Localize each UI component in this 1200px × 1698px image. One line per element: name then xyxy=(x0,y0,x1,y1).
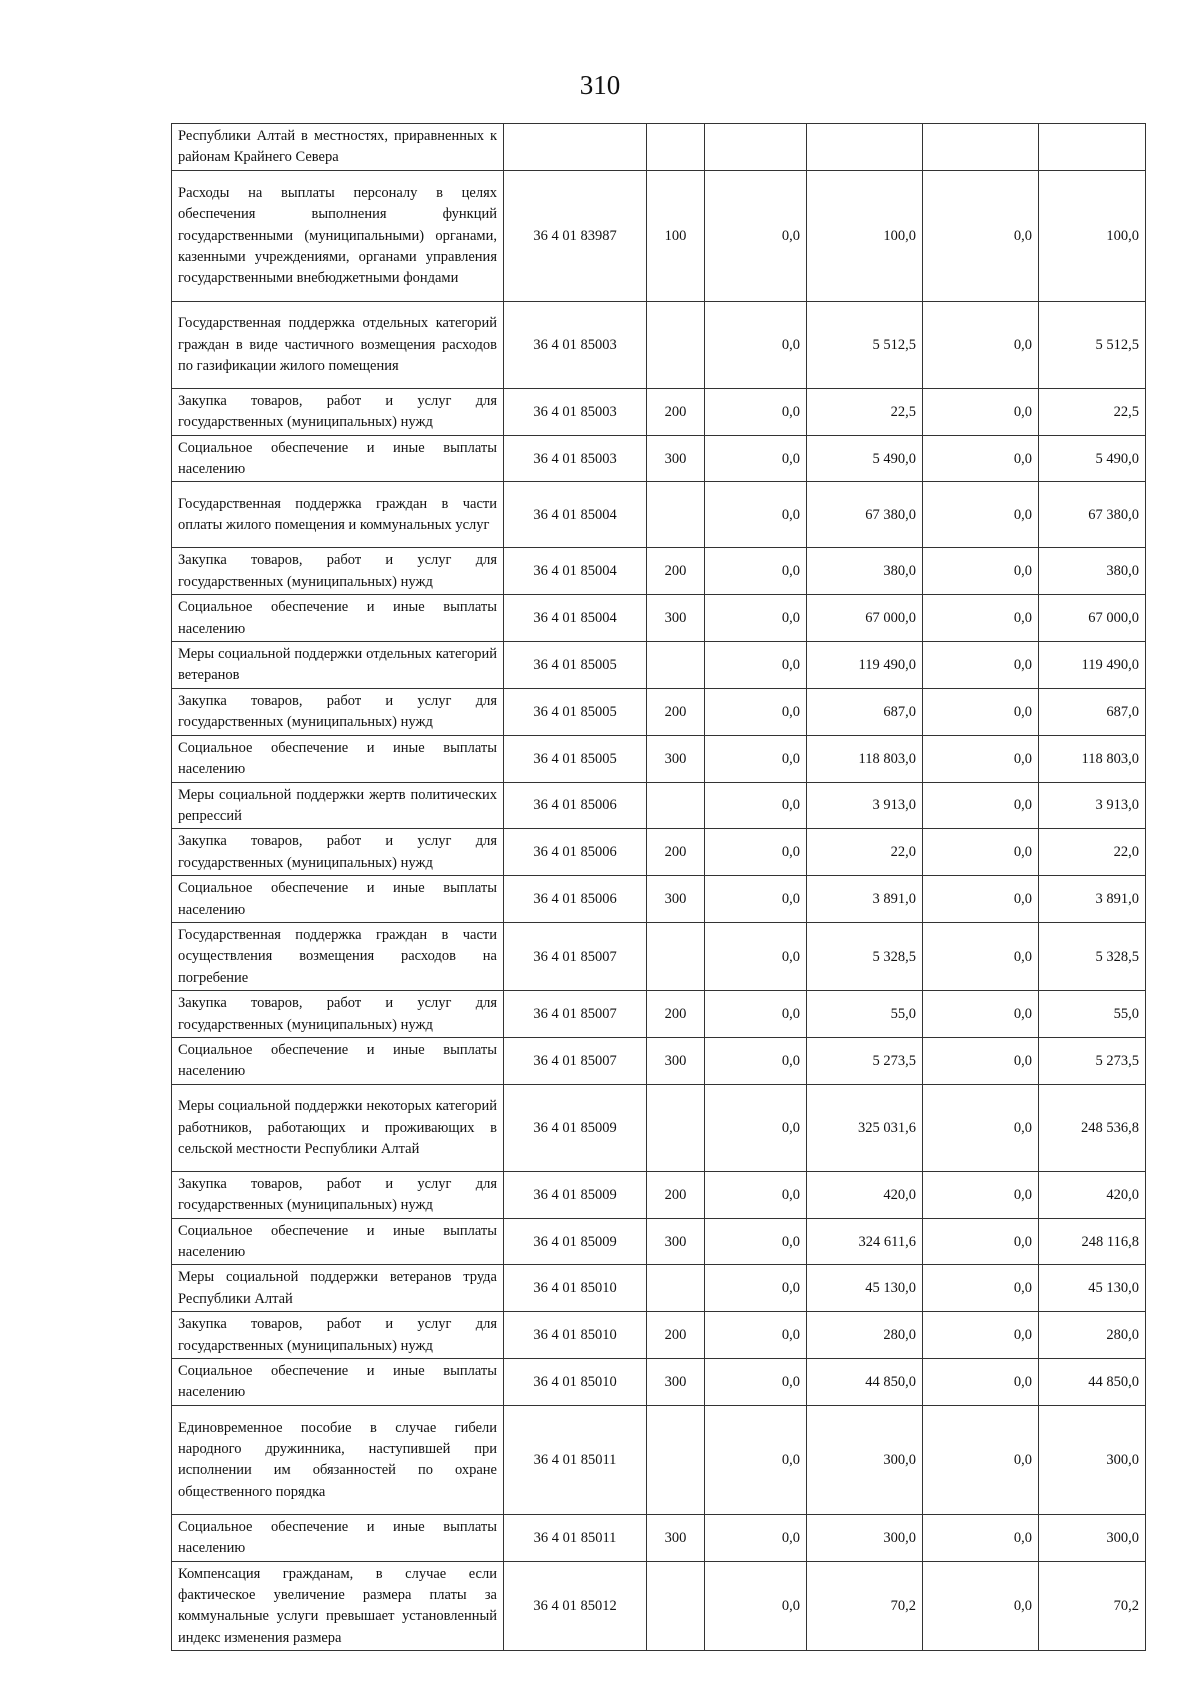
row-value-1-cell: 0,0 xyxy=(705,991,807,1038)
table-body xyxy=(172,124,1146,1651)
row-name-cell: Государственная поддержка граждан в части оплаты жилого помещения и коммунальных услуг xyxy=(172,482,504,548)
row-value-2-cell: 118 803,0 xyxy=(807,735,923,782)
table-row xyxy=(172,688,1146,735)
row-value-3-cell: 0,0 xyxy=(923,829,1039,876)
row-name-cell: Государственная поддержка граждан в части осуществления возмещения расходов на погребение xyxy=(172,922,504,990)
row-expense-type-cell: 200 xyxy=(647,991,705,1038)
row-value-3-cell: 0,0 xyxy=(923,735,1039,782)
table-row xyxy=(172,1084,1146,1171)
row-name-cell: Республики Алтай в местностях, приравненных к районам Крайнего Севера xyxy=(172,124,504,171)
row-expense-type-cell: 300 xyxy=(647,1037,705,1084)
row-expense-type-cell xyxy=(647,1265,705,1312)
row-value-4-cell: 67 380,0 xyxy=(1039,482,1146,548)
row-name-cell: Закупка товаров, работ и услуг для государственных (муниципальных) нужд xyxy=(172,1171,504,1218)
row-name-cell: Социальное обеспечение и иные выплаты населению xyxy=(172,1359,504,1406)
row-name-cell: Меры социальной поддержки некоторых категорий работников, работающих и проживающих в сельской местности Республики Алтай xyxy=(172,1084,504,1171)
row-value-4-cell: 45 130,0 xyxy=(1039,1265,1146,1312)
table-row xyxy=(172,829,1146,876)
row-value-2-cell: 119 490,0 xyxy=(807,642,923,689)
row-code-cell: 36 4 01 85005 xyxy=(504,642,647,689)
row-code-cell: 36 4 01 85003 xyxy=(504,301,647,388)
row-value-3-cell xyxy=(923,124,1039,171)
row-value-1-cell: 0,0 xyxy=(705,1265,807,1312)
row-value-4-cell: 420,0 xyxy=(1039,1171,1146,1218)
row-expense-type-cell xyxy=(647,301,705,388)
row-expense-type-cell xyxy=(647,124,705,171)
table-row xyxy=(172,1265,1146,1312)
row-value-1-cell: 0,0 xyxy=(705,735,807,782)
row-value-4-cell: 44 850,0 xyxy=(1039,1359,1146,1406)
row-code-cell: 36 4 01 85010 xyxy=(504,1265,647,1312)
row-value-2-cell xyxy=(807,124,923,171)
row-code-cell: 36 4 01 85006 xyxy=(504,829,647,876)
row-code-cell: 36 4 01 85004 xyxy=(504,548,647,595)
row-value-1-cell: 0,0 xyxy=(705,1405,807,1514)
row-value-1-cell: 0,0 xyxy=(705,1218,807,1265)
row-code-cell: 36 4 01 85007 xyxy=(504,1037,647,1084)
row-value-3-cell: 0,0 xyxy=(923,642,1039,689)
row-expense-type-cell: 300 xyxy=(647,735,705,782)
row-expense-type-cell: 200 xyxy=(647,548,705,595)
row-value-1-cell: 0,0 xyxy=(705,782,807,829)
row-value-2-cell: 22,5 xyxy=(807,388,923,435)
row-value-1-cell: 0,0 xyxy=(705,301,807,388)
row-name-cell: Единовременное пособие в случае гибели народного дружинника, наступившей при исполнении им обязанностей по охране общественного порядка xyxy=(172,1405,504,1514)
row-code-cell: 36 4 01 85006 xyxy=(504,876,647,923)
row-value-3-cell: 0,0 xyxy=(923,1171,1039,1218)
table-row xyxy=(172,482,1146,548)
row-value-4-cell: 100,0 xyxy=(1039,170,1146,301)
row-value-3-cell: 0,0 xyxy=(923,548,1039,595)
row-name-cell: Компенсация гражданам, в случае если фактическое увеличение размера платы за коммунальные услуги превышает установленный индекс изменения размера xyxy=(172,1561,504,1651)
row-expense-type-cell xyxy=(647,1561,705,1651)
table-row xyxy=(172,124,1146,171)
row-expense-type-cell: 300 xyxy=(647,435,705,482)
row-value-4-cell: 119 490,0 xyxy=(1039,642,1146,689)
row-value-2-cell: 22,0 xyxy=(807,829,923,876)
row-value-3-cell: 0,0 xyxy=(923,301,1039,388)
row-value-3-cell: 0,0 xyxy=(923,1218,1039,1265)
row-name-cell: Государственная поддержка отдельных категорий граждан в виде частичного возмещения расходов по газификации жилого помещения xyxy=(172,301,504,388)
table-row xyxy=(172,642,1146,689)
table-row xyxy=(172,548,1146,595)
table-row xyxy=(172,1561,1146,1651)
row-value-1-cell: 0,0 xyxy=(705,688,807,735)
row-value-2-cell: 420,0 xyxy=(807,1171,923,1218)
row-value-4-cell: 300,0 xyxy=(1039,1405,1146,1514)
row-value-3-cell: 0,0 xyxy=(923,1312,1039,1359)
row-value-3-cell: 0,0 xyxy=(923,435,1039,482)
row-value-3-cell: 0,0 xyxy=(923,922,1039,990)
row-value-3-cell: 0,0 xyxy=(923,1561,1039,1651)
row-expense-type-cell: 300 xyxy=(647,595,705,642)
row-code-cell: 36 4 01 85009 xyxy=(504,1171,647,1218)
row-value-1-cell: 0,0 xyxy=(705,922,807,990)
row-value-4-cell: 70,2 xyxy=(1039,1561,1146,1651)
row-value-2-cell: 3 913,0 xyxy=(807,782,923,829)
row-value-4-cell: 5 328,5 xyxy=(1039,922,1146,990)
row-value-3-cell: 0,0 xyxy=(923,782,1039,829)
row-expense-type-cell xyxy=(647,642,705,689)
row-value-2-cell: 280,0 xyxy=(807,1312,923,1359)
row-value-1-cell: 0,0 xyxy=(705,1037,807,1084)
row-value-1-cell: 0,0 xyxy=(705,388,807,435)
row-name-cell: Социальное обеспечение и иные выплаты населению xyxy=(172,1037,504,1084)
row-name-cell: Закупка товаров, работ и услуг для государственных (муниципальных) нужд xyxy=(172,548,504,595)
row-name-cell: Закупка товаров, работ и услуг для государственных (муниципальных) нужд xyxy=(172,388,504,435)
table-row xyxy=(172,388,1146,435)
row-name-cell: Расходы на выплаты персоналу в целях обеспечения выполнения функций государственными (муниципальными) органами, казенными учреждениями, органами управления государственными внебюджетными фондами xyxy=(172,170,504,301)
row-value-4-cell: 3 891,0 xyxy=(1039,876,1146,923)
row-value-2-cell: 5 328,5 xyxy=(807,922,923,990)
row-value-2-cell: 3 891,0 xyxy=(807,876,923,923)
row-name-cell: Закупка товаров, работ и услуг для государственных (муниципальных) нужд xyxy=(172,991,504,1038)
row-expense-type-cell: 200 xyxy=(647,1312,705,1359)
row-code-cell: 36 4 01 85004 xyxy=(504,482,647,548)
table-row xyxy=(172,1405,1146,1514)
row-value-2-cell: 5 273,5 xyxy=(807,1037,923,1084)
row-value-2-cell: 55,0 xyxy=(807,991,923,1038)
row-value-1-cell: 0,0 xyxy=(705,1359,807,1406)
row-value-2-cell: 5 512,5 xyxy=(807,301,923,388)
row-value-4-cell: 300,0 xyxy=(1039,1514,1146,1561)
row-value-1-cell xyxy=(705,124,807,171)
row-expense-type-cell xyxy=(647,1084,705,1171)
table-row xyxy=(172,1359,1146,1406)
row-value-1-cell: 0,0 xyxy=(705,1561,807,1651)
row-value-4-cell: 3 913,0 xyxy=(1039,782,1146,829)
row-value-3-cell: 0,0 xyxy=(923,876,1039,923)
row-expense-type-cell: 200 xyxy=(647,688,705,735)
row-value-2-cell: 300,0 xyxy=(807,1405,923,1514)
row-code-cell: 36 4 01 85003 xyxy=(504,435,647,482)
row-value-1-cell: 0,0 xyxy=(705,1084,807,1171)
table-row xyxy=(172,1171,1146,1218)
row-value-4-cell: 67 000,0 xyxy=(1039,595,1146,642)
row-value-3-cell: 0,0 xyxy=(923,388,1039,435)
row-value-4-cell: 687,0 xyxy=(1039,688,1146,735)
row-value-3-cell: 0,0 xyxy=(923,991,1039,1038)
row-name-cell: Меры социальной поддержки отдельных категорий ветеранов xyxy=(172,642,504,689)
row-code-cell: 36 4 01 85006 xyxy=(504,782,647,829)
row-expense-type-cell xyxy=(647,482,705,548)
row-expense-type-cell: 200 xyxy=(647,829,705,876)
row-value-3-cell: 0,0 xyxy=(923,482,1039,548)
row-value-1-cell: 0,0 xyxy=(705,595,807,642)
row-name-cell: Социальное обеспечение и иные выплаты населению xyxy=(172,595,504,642)
row-value-3-cell: 0,0 xyxy=(923,1405,1039,1514)
row-value-4-cell: 5 512,5 xyxy=(1039,301,1146,388)
row-value-1-cell: 0,0 xyxy=(705,829,807,876)
table-row xyxy=(172,1037,1146,1084)
row-expense-type-cell: 300 xyxy=(647,1514,705,1561)
row-name-cell: Социальное обеспечение и иные выплаты населению xyxy=(172,1514,504,1561)
row-value-4-cell: 5 490,0 xyxy=(1039,435,1146,482)
row-value-1-cell: 0,0 xyxy=(705,1312,807,1359)
table-row xyxy=(172,876,1146,923)
row-value-2-cell: 325 031,6 xyxy=(807,1084,923,1171)
row-value-3-cell: 0,0 xyxy=(923,170,1039,301)
row-name-cell: Социальное обеспечение и иные выплаты населению xyxy=(172,876,504,923)
row-code-cell: 36 4 01 85004 xyxy=(504,595,647,642)
row-value-1-cell: 0,0 xyxy=(705,1171,807,1218)
row-code-cell: 36 4 01 85010 xyxy=(504,1312,647,1359)
table-row xyxy=(172,735,1146,782)
row-expense-type-cell: 300 xyxy=(647,1218,705,1265)
row-value-3-cell: 0,0 xyxy=(923,1084,1039,1171)
row-value-2-cell: 70,2 xyxy=(807,1561,923,1651)
row-value-2-cell: 380,0 xyxy=(807,548,923,595)
row-value-2-cell: 5 490,0 xyxy=(807,435,923,482)
row-code-cell: 36 4 01 83987 xyxy=(504,170,647,301)
row-code-cell xyxy=(504,124,647,171)
row-name-cell: Социальное обеспечение и иные выплаты населению xyxy=(172,435,504,482)
row-code-cell: 36 4 01 85012 xyxy=(504,1561,647,1651)
row-value-3-cell: 0,0 xyxy=(923,688,1039,735)
row-code-cell: 36 4 01 85009 xyxy=(504,1084,647,1171)
row-value-2-cell: 67 000,0 xyxy=(807,595,923,642)
row-value-3-cell: 0,0 xyxy=(923,1265,1039,1312)
row-value-4-cell: 5 273,5 xyxy=(1039,1037,1146,1084)
row-expense-type-cell: 300 xyxy=(647,1359,705,1406)
table-row xyxy=(172,1312,1146,1359)
row-value-2-cell: 687,0 xyxy=(807,688,923,735)
row-name-cell: Социальное обеспечение и иные выплаты населению xyxy=(172,735,504,782)
row-value-1-cell: 0,0 xyxy=(705,642,807,689)
row-value-4-cell: 380,0 xyxy=(1039,548,1146,595)
row-name-cell: Меры социальной поддержки жертв политических репрессий xyxy=(172,782,504,829)
row-code-cell: 36 4 01 85007 xyxy=(504,922,647,990)
row-value-3-cell: 0,0 xyxy=(923,595,1039,642)
row-value-4-cell: 118 803,0 xyxy=(1039,735,1146,782)
row-code-cell: 36 4 01 85010 xyxy=(504,1359,647,1406)
row-code-cell: 36 4 01 85009 xyxy=(504,1218,647,1265)
row-expense-type-cell: 100 xyxy=(647,170,705,301)
row-value-4-cell: 55,0 xyxy=(1039,991,1146,1038)
row-code-cell: 36 4 01 85003 xyxy=(504,388,647,435)
row-value-1-cell: 0,0 xyxy=(705,1514,807,1561)
row-value-3-cell: 0,0 xyxy=(923,1359,1039,1406)
row-value-1-cell: 0,0 xyxy=(705,435,807,482)
table-row xyxy=(172,170,1146,301)
row-value-2-cell: 100,0 xyxy=(807,170,923,301)
budget-table xyxy=(171,123,1146,1651)
row-value-4-cell xyxy=(1039,124,1146,171)
row-code-cell: 36 4 01 85005 xyxy=(504,688,647,735)
row-value-2-cell: 45 130,0 xyxy=(807,1265,923,1312)
table-row xyxy=(172,991,1146,1038)
table-row xyxy=(172,435,1146,482)
row-code-cell: 36 4 01 85005 xyxy=(504,735,647,782)
row-value-1-cell: 0,0 xyxy=(705,548,807,595)
table-row xyxy=(172,1514,1146,1561)
row-value-4-cell: 22,5 xyxy=(1039,388,1146,435)
row-code-cell: 36 4 01 85007 xyxy=(504,991,647,1038)
row-value-4-cell: 248 116,8 xyxy=(1039,1218,1146,1265)
row-value-4-cell: 22,0 xyxy=(1039,829,1146,876)
table-row xyxy=(172,301,1146,388)
table-row xyxy=(172,782,1146,829)
row-value-3-cell: 0,0 xyxy=(923,1514,1039,1561)
row-value-2-cell: 300,0 xyxy=(807,1514,923,1561)
row-expense-type-cell: 300 xyxy=(647,876,705,923)
row-code-cell: 36 4 01 85011 xyxy=(504,1405,647,1514)
row-value-1-cell: 0,0 xyxy=(705,876,807,923)
row-name-cell: Меры социальной поддержки ветеранов труда Республики Алтай xyxy=(172,1265,504,1312)
row-expense-type-cell: 200 xyxy=(647,1171,705,1218)
table-row xyxy=(172,595,1146,642)
table-row xyxy=(172,922,1146,990)
row-value-2-cell: 67 380,0 xyxy=(807,482,923,548)
row-name-cell: Закупка товаров, работ и услуг для государственных (муниципальных) нужд xyxy=(172,688,504,735)
row-name-cell: Закупка товаров, работ и услуг для государственных (муниципальных) нужд xyxy=(172,829,504,876)
row-expense-type-cell: 200 xyxy=(647,388,705,435)
row-name-cell: Закупка товаров, работ и услуг для государственных (муниципальных) нужд xyxy=(172,1312,504,1359)
row-value-2-cell: 44 850,0 xyxy=(807,1359,923,1406)
row-value-4-cell: 248 536,8 xyxy=(1039,1084,1146,1171)
row-value-3-cell: 0,0 xyxy=(923,1037,1039,1084)
row-name-cell: Социальное обеспечение и иные выплаты населению xyxy=(172,1218,504,1265)
row-value-1-cell: 0,0 xyxy=(705,170,807,301)
row-code-cell: 36 4 01 85011 xyxy=(504,1514,647,1561)
table-row xyxy=(172,1218,1146,1265)
row-expense-type-cell xyxy=(647,1405,705,1514)
row-expense-type-cell xyxy=(647,922,705,990)
row-value-1-cell: 0,0 xyxy=(705,482,807,548)
row-expense-type-cell xyxy=(647,782,705,829)
row-value-2-cell: 324 611,6 xyxy=(807,1218,923,1265)
page-number: 310 xyxy=(579,70,621,100)
row-value-4-cell: 280,0 xyxy=(1039,1312,1146,1359)
